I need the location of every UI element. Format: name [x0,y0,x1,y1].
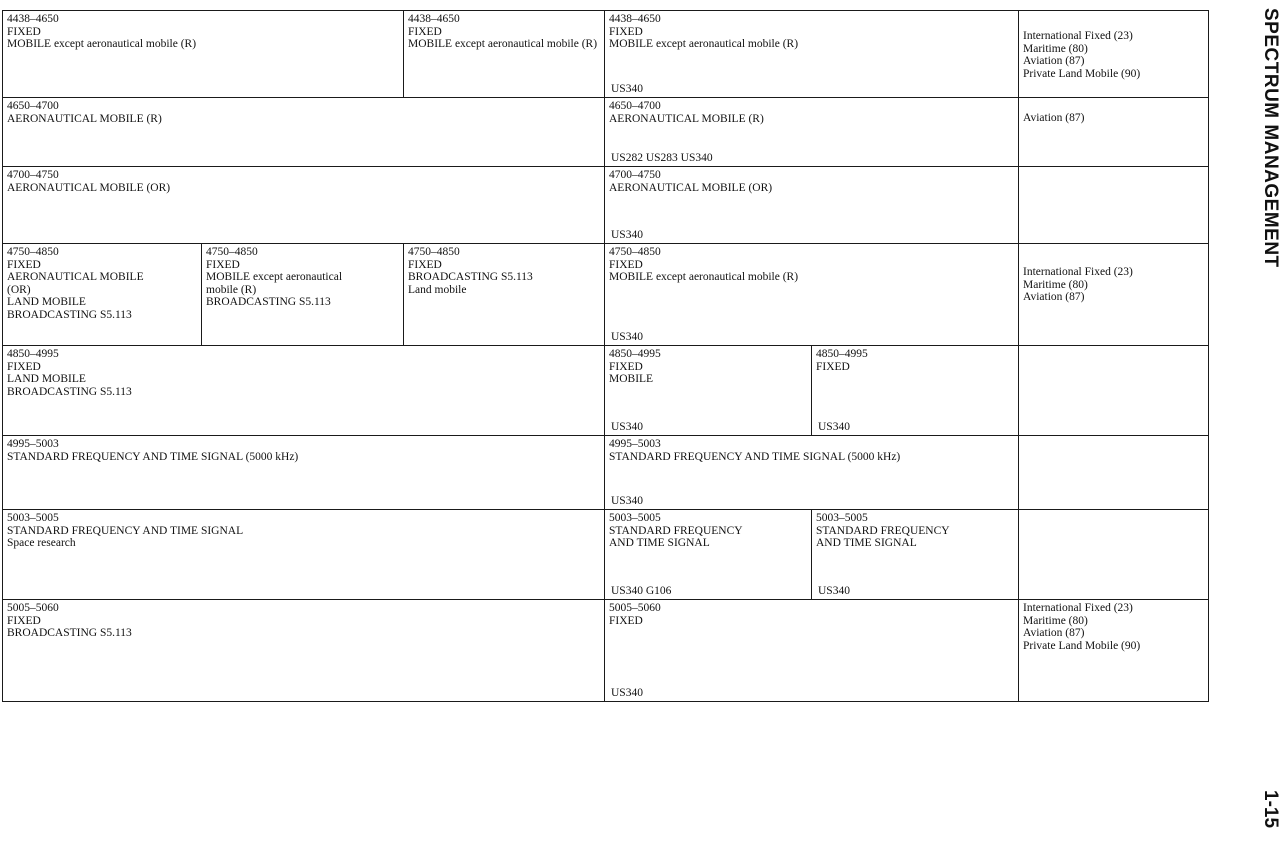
rule-part: Aviation (87) [1023,55,1085,67]
footnote: US340 [611,686,643,699]
service: STANDARD FREQUENCY AND TIME SIGNAL (5000 kHz) [609,450,901,463]
cell-r5-international [2,345,605,436]
service: BROADCASTING S5.113 [7,627,132,639]
band-range: 4750–4850 [609,246,661,258]
rule-part: Private Land Mobile (90) [1023,639,1141,652]
cell-r4-us-federal [604,243,1019,346]
band-range: 4650–4700 [7,100,59,112]
band-range: 4700–4750 [7,169,59,181]
service: FIXED [609,25,643,38]
footnote: US340 [611,330,643,343]
service: FIXED [609,614,643,627]
footnote: US282 US283 US340 [611,151,713,164]
band-range: 4995–5003 [7,438,59,450]
service: AERONAUTICAL MOBILE (OR) [7,181,171,194]
cell-r3-us-federal [604,166,1019,244]
service: LAND MOBILE [7,373,86,385]
service: MOBILE except aeronautical [206,271,343,283]
service: MOBILE except aeronautical mobile (R) [609,38,799,50]
cell-r7-international [2,509,605,600]
service: FIXED [816,360,850,373]
service: AND TIME SIGNAL [816,537,917,549]
cell-r1-region3 [403,10,605,98]
service: AND TIME SIGNAL [609,537,710,549]
cell-r1-rule-part [1018,10,1209,98]
service: FIXED [609,258,643,271]
service: BROADCASTING S5.113 [206,296,331,308]
service: AERONAUTICAL MOBILE (R) [7,112,162,125]
rule-part: Maritime (80) [1023,278,1088,291]
cell-r6-international [2,435,605,510]
cell-r1-us-federal [604,10,1019,98]
section-title [1255,8,1284,308]
cell-r1-region1 [2,10,404,98]
band-range: 4750–4850 [7,246,59,258]
rule-part: Aviation (87) [1023,627,1085,639]
rule-part: Maritime (80) [1023,42,1088,55]
band-range: 5005–5060 [7,602,59,614]
service: FIXED [408,258,442,271]
service: BROADCASTING S5.113 [7,385,132,398]
page-number [1255,790,1284,850]
cell-r8-us-federal [604,599,1019,702]
service: BROADCASTING S5.113 [408,271,533,283]
band-range: 4850–4995 [7,348,59,360]
cell-r5-non-federal [811,345,1019,436]
service: BROADCASTING S5.113 [7,308,132,321]
cell-r5-rule-part [1018,345,1209,436]
band-range: 4750–4850 [206,246,258,258]
service: FIXED [7,258,41,271]
footnote: US340 [611,228,643,241]
service: STANDARD FREQUENCY [609,524,743,537]
section-title-text: SPECTRUM MANAGEMENT [1260,8,1281,268]
cell-r7-rule-part [1018,509,1209,600]
rule-part: International Fixed (23) [1023,602,1133,614]
service: MOBILE except aeronautical mobile (R) [609,271,799,283]
service: FIXED [7,614,41,627]
service: MOBILE except aeronautical mobile (R) [408,38,598,50]
service: LAND MOBILE [7,296,86,308]
service: mobile (R) [206,283,257,296]
band-range: 4850–4995 [816,348,868,360]
service: AERONAUTICAL MOBILE [7,271,144,283]
band-range: 5005–5060 [609,602,661,614]
rule-part: International Fixed (23) [1023,30,1133,42]
service: STANDARD FREQUENCY AND TIME SIGNAL [7,524,244,537]
service: MOBILE [609,373,654,385]
band-range: 5003–5005 [7,512,59,524]
cell-r4-region2 [201,243,404,346]
rule-part: Private Land Mobile (90) [1023,67,1141,80]
service: FIXED [7,25,41,38]
service: FIXED [206,258,240,271]
rule-part: International Fixed (23) [1023,266,1133,278]
band-range: 4995–5003 [609,438,661,450]
service: AERONAUTICAL MOBILE (OR) [609,181,773,194]
cell-r7-non-federal [811,509,1019,600]
cell-r2-rule-part [1018,97,1209,167]
cell-r4-rule-part [1018,243,1209,346]
cell-r4-region1 [2,243,202,346]
rule-part: Aviation (87) [1023,291,1085,303]
cell-r5-us-federal [604,345,812,436]
band-range: 4438–4650 [609,13,661,25]
service: STANDARD FREQUENCY [816,524,950,537]
footnote: US340 [611,420,643,433]
footnote: US340 G106 [611,584,672,597]
footnote: US340 [611,82,643,95]
cell-r8-international [2,599,605,702]
cell-r7-us-federal [604,509,812,600]
service: STANDARD FREQUENCY AND TIME SIGNAL (5000 kHz) [7,450,299,463]
cell-r8-rule-part [1018,599,1209,702]
rule-part: Maritime (80) [1023,614,1088,627]
rule-part: Aviation (87) [1023,112,1085,124]
cell-r6-us-federal [604,435,1019,510]
band-range: 4438–4650 [7,13,59,25]
service: (OR) [7,283,31,296]
service: FIXED [609,360,643,373]
band-range: 4650–4700 [609,100,661,112]
band-range: 4750–4850 [408,246,460,258]
band-range: 5003–5005 [816,512,868,524]
page-number-text: 1-15 [1260,790,1281,829]
cell-r2-international [2,97,605,167]
footnote: US340 [818,584,850,597]
service: Land mobile [408,283,467,296]
footnote: US340 [611,494,643,507]
cell-r6-rule-part [1018,435,1209,510]
cell-r3-international [2,166,605,244]
footnote: US340 [818,420,850,433]
service: MOBILE except aeronautical mobile (R) [7,38,197,50]
band-range: 4850–4995 [609,348,661,360]
cell-r4-region3 [403,243,605,346]
service: AERONAUTICAL MOBILE (R) [609,112,764,125]
service: Space research [7,537,76,549]
band-range: 5003–5005 [609,512,661,524]
band-range: 4438–4650 [408,13,460,25]
cell-r3-rule-part [1018,166,1209,244]
service: FIXED [408,25,442,38]
band-range: 4700–4750 [609,169,661,181]
cell-r2-us-federal [604,97,1019,167]
service: FIXED [7,360,41,373]
